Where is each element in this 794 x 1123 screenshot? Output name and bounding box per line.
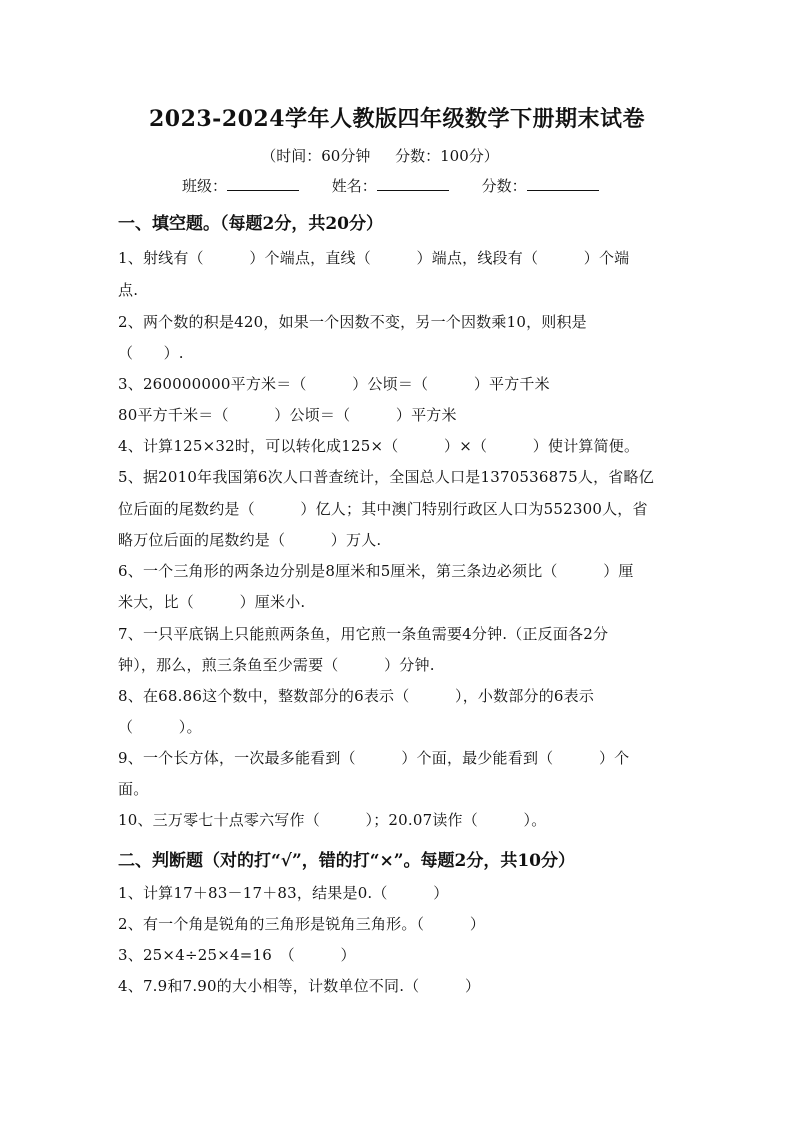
s2-line-3: 3、25×4÷25×4=16 （ ） [118,946,356,964]
name-field [332,175,449,196]
score-field [482,175,599,196]
exam-subtitle [0,145,760,166]
class-blank[interactable] [227,176,299,191]
s1-line-16: （ ）。 [118,718,202,736]
s1-line-18: 面。 [118,780,149,798]
s1-line-8: 5、据2010年我国第6次人口普查统计，全国总人口是1370536875人，省略亿 [118,468,654,486]
name-label: 姓名： [331,177,377,195]
class-label: 班级： [182,177,228,195]
s1-line-9: 位后面的尾数约是（ ）亿人；其中澳门特别行政区人口为552300人，省 [118,500,648,518]
s1-line-1: 1、射线有（ ）个端点，直线（ ）端点，线段有（ ）个端 [118,249,630,267]
s1-line-5: 3、260000000平方米＝（ ）公顷＝（ ）平方千米 [118,375,550,393]
s1-line-19: 10、三万零七十点零六写作（ ）；20.07读作（ ）。 [118,811,547,829]
s1-line-2: 点. [118,281,139,299]
s1-line-6: 80平方千米＝（ ）公顷＝（ ）平方米 [118,406,457,424]
student-info-row [182,175,627,196]
total-score: 分数：100分） [395,147,499,165]
s1-line-4: （ ）. [118,344,184,362]
s2-line-1: 1、计算17＋83－17＋83，结果是0.（ ） [118,884,449,902]
class-field [182,175,299,196]
s1-line-13: 7、一只平底锅上只能煎两条鱼，用它煎一条鱼需要4分钟.（正反面各2分 [118,625,609,643]
s1-line-15: 8、在68.86这个数中，整数部分的6表示（ ），小数部分的6表示 [118,687,595,705]
s1-line-14: 钟），那么，煎三条鱼至少需要（ ）分钟. [118,656,435,674]
exam-title: 2023-2024学年人教版四年级数学下册期末试卷 [148,106,646,132]
s1-line-17: 9、一个长方体，一次最多能看到（ ）个面，最少能看到（ ）个 [118,749,630,767]
s1-line-11: 6、一个三角形的两条边分别是8厘米和5厘米，第三条边必须比（ ）厘 [118,562,634,580]
section-1-heading: 一、填空题。（每题2分，共20分） [118,214,383,234]
s2-line-2: 2、有一个角是锐角的三角形是锐角三角形。（ ） [118,915,486,933]
time-limit: （时间：60分钟 [261,147,371,165]
score-label: 分数： [481,177,527,195]
s1-line-10: 略万位后面的尾数约是（ ）万人. [118,531,382,549]
s1-line-3: 2、两个数的积是420，如果一个因数不变，另一个因数乘10，则积是 [118,313,587,331]
name-blank[interactable] [377,176,449,191]
s1-line-7: 4、计算125×32时，可以转化成125×（ ）×（ ）使计算简便。 [118,437,640,455]
s1-line-12: 米大，比（ ）厘米小. [118,593,306,611]
section-2-heading: 二、判断题（对的打“√”，错的打“×”。每题2分，共10分） [118,851,576,871]
score-blank[interactable] [527,176,599,191]
s2-line-4: 4、7.9和7.90的大小相等，计数单位不同.（ ） [118,977,481,995]
